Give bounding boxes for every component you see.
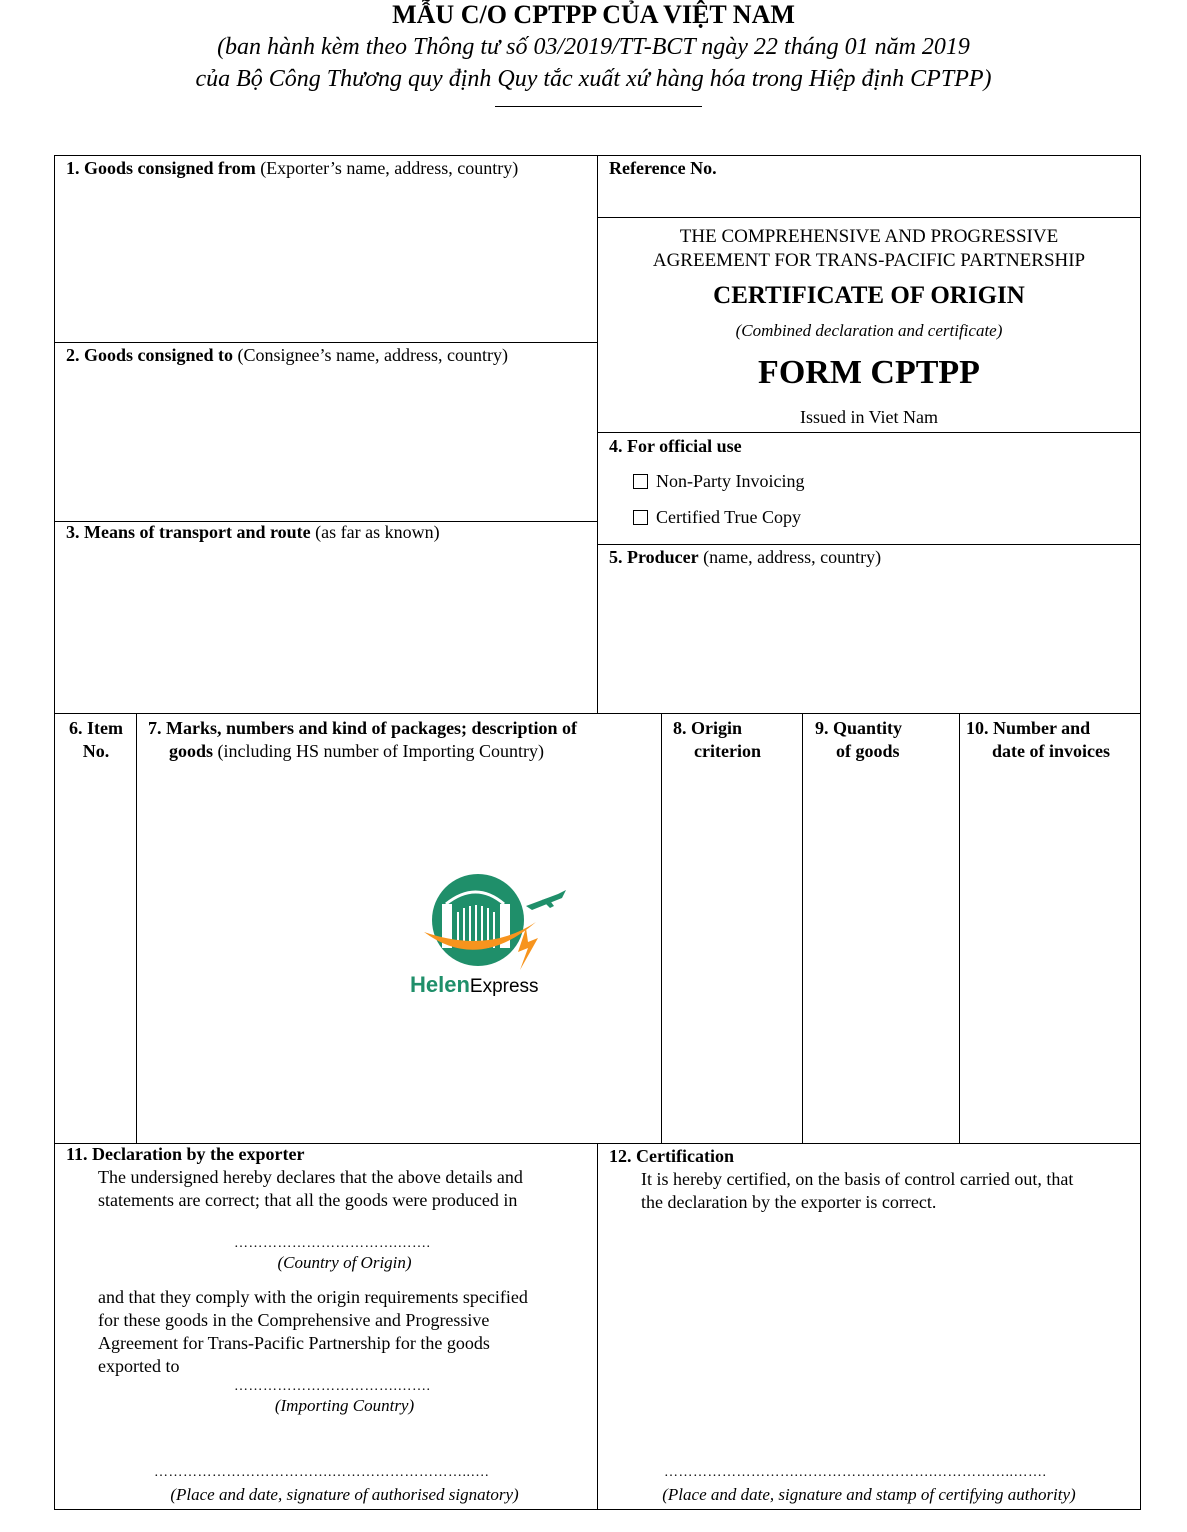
combined-declaration-note: (Combined declaration and certificate)	[735, 321, 1003, 340]
reference-number-label: Reference No.	[609, 158, 717, 178]
col7-header: 7. Marks, numbers and kind of packages; description of goods (including HS number of Importing Country)	[148, 718, 578, 761]
certified-true-copy-label: Certified True Copy	[656, 507, 802, 527]
divider-col7	[661, 713, 662, 1143]
col9-header: 9. Quantity of goods	[815, 718, 903, 761]
box1-goods-consigned-from: 1. Goods consigned from (Exporter’s name, address, country)	[66, 158, 519, 178]
logo-wordmark: HelenExpress	[410, 972, 539, 997]
divider-title-box4	[597, 432, 1141, 433]
header-rule	[495, 106, 702, 107]
agreement-line-1: THE COMPREHENSIVE AND PROGRESSIVE	[679, 226, 1059, 247]
exporter-signature-dots: ……………………………….………………………..….	[154, 1465, 489, 1480]
divider-box1-box2	[54, 342, 597, 343]
box5-producer: 5. Producer (name, address, country)	[609, 547, 882, 567]
certified-true-copy-option[interactable]	[633, 506, 801, 529]
exporter-signature-caption: (Place and date, signature of authorised signatory)	[170, 1485, 519, 1504]
box3-transport-route: 3. Means of transport and route (as far as known)	[66, 522, 440, 542]
country-of-origin-caption: (Country of Origin)	[277, 1253, 412, 1272]
helen-express-logo	[408, 872, 578, 1002]
box11-declaration-label: 11. Declaration by the exporter	[66, 1144, 305, 1164]
divider-col8	[802, 713, 803, 1143]
divider-reference	[597, 217, 1141, 218]
form-cptpp-title: FORM CPTPP	[758, 354, 980, 391]
importing-country-caption: (Importing Country)	[274, 1396, 415, 1415]
authority-signature-caption: (Place and date, signature and stamp of certifying authority)	[662, 1485, 1076, 1504]
authority-signature-dots: ……………………….……………………….……………..…….	[664, 1465, 1047, 1480]
divider-bottom-vertical	[597, 1143, 598, 1510]
agreement-line-2: AGREEMENT FOR TRANS-PACIFIC PARTNERSHIP	[652, 250, 1086, 271]
country-of-origin-dots: …………………………….…….	[234, 1236, 431, 1251]
col8-header: 8. Origin criterion	[673, 718, 761, 761]
non-party-invoicing-option[interactable]	[633, 470, 804, 493]
divider-col9	[959, 713, 960, 1143]
document-title: MẪU C/O CPTPP CỦA VIỆT NAM	[392, 0, 795, 29]
box12-paragraph: It is hereby certified, on the basis of control carried out, that the declaration by the exporter is correct.	[641, 1169, 1074, 1212]
box4-official-use: 4. For official use	[609, 436, 742, 456]
certified-true-copy-checkbox[interactable]	[633, 510, 648, 525]
non-party-invoicing-checkbox[interactable]	[633, 474, 648, 489]
importing-country-dots: …………………………….…….	[234, 1379, 431, 1394]
document-subtitle-1: (ban hành kèm theo Thông tư số 03/2019/TT-BCT ngày 22 tháng 01 năm 2019	[217, 34, 970, 60]
box11-paragraph-1: The undersigned hereby declares that the above details and statements are correct; that all the goods were produced in	[98, 1167, 523, 1210]
divider-columns-top	[54, 713, 1141, 714]
box12-certification-label: 12. Certification	[609, 1146, 734, 1166]
document-subtitle-2: của Bộ Công Thương quy định Quy tắc xuất xứ hàng hóa trong Hiệp định CPTPP)	[195, 66, 992, 92]
non-party-invoicing-label: Non-Party Invoicing	[656, 471, 805, 491]
certificate-of-origin-title: CERTIFICATE OF ORIGIN	[713, 282, 1025, 309]
box2-goods-consigned-to: 2. Goods consigned to (Consignee’s name, address, country)	[66, 345, 508, 365]
col6-header: 6. Item No.	[69, 718, 123, 761]
logo-mark-icon	[408, 872, 578, 972]
box11-paragraph-2: and that they comply with the origin requirements specified for these goods in the Comprehensive and Progressive Agreement for Trans-Pacific Partnership for the goods exported to	[98, 1287, 528, 1376]
divider-col6	[136, 713, 137, 1143]
issued-in-country: Issued in Viet Nam	[799, 407, 939, 427]
col10-header: 10. Number and date of invoices	[966, 718, 1110, 761]
divider-box4-box5	[597, 544, 1141, 545]
